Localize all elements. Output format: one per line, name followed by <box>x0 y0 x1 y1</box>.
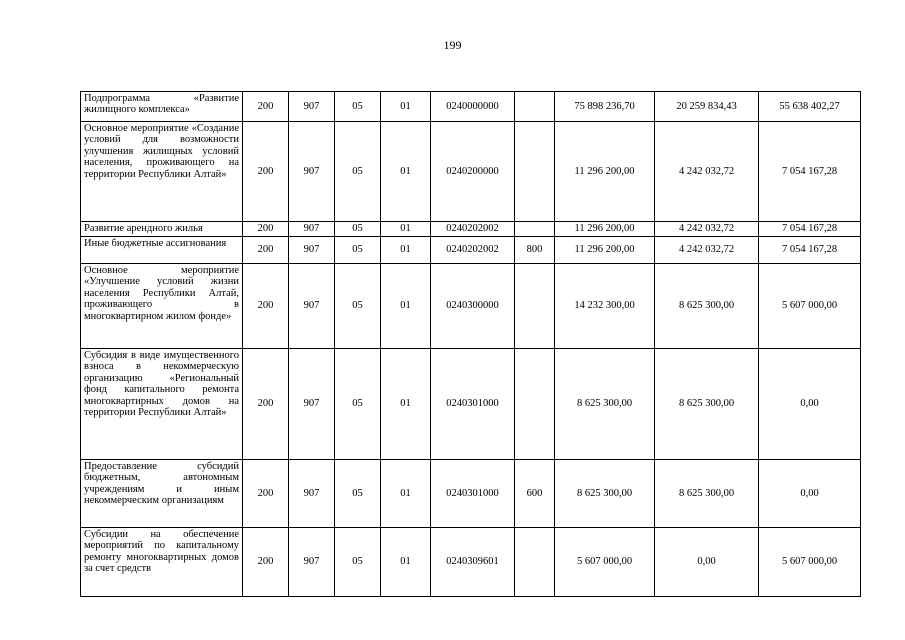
cell-code-1: 200 <box>243 460 289 528</box>
cell-code-3: 05 <box>335 264 381 349</box>
cell-code-6 <box>515 528 555 597</box>
row-name: Развитие арендного жилья <box>81 222 243 237</box>
row-name: Основное мероприятие «Создание условий для возможности улучшения жилищных условий населения, проживающего на территории Республики Алтай» <box>81 122 243 222</box>
cell-code-1: 200 <box>243 92 289 122</box>
cell-code-4: 01 <box>381 460 431 528</box>
cell-code-1: 200 <box>243 528 289 597</box>
table-row <box>81 264 861 349</box>
cell-code-2: 907 <box>289 349 335 460</box>
cell-code-1: 200 <box>243 237 289 264</box>
cell-value-3: 0,00 <box>759 460 861 528</box>
cell-value-3: 55 638 402,27 <box>759 92 861 122</box>
cell-code-1: 200 <box>243 222 289 237</box>
cell-code-6: 600 <box>515 460 555 528</box>
table-row <box>81 92 861 122</box>
row-name: Основное мероприятие «Улучшение условий жизни населения Республики Алтай, проживающего в многоквартирном жилом фонде» <box>81 264 243 349</box>
cell-value-2: 8 625 300,00 <box>655 349 759 460</box>
cell-code-2: 907 <box>289 92 335 122</box>
cell-value-1: 11 296 200,00 <box>555 237 655 264</box>
budget-table <box>80 91 861 597</box>
cell-code-5: 0240300000 <box>431 264 515 349</box>
table-row <box>81 528 861 597</box>
cell-code-2: 907 <box>289 222 335 237</box>
cell-value-3: 7 054 167,28 <box>759 237 861 264</box>
cell-code-5: 0240301000 <box>431 460 515 528</box>
cell-value-3: 7 054 167,28 <box>759 122 861 222</box>
cell-value-2: 4 242 032,72 <box>655 237 759 264</box>
cell-code-4: 01 <box>381 264 431 349</box>
cell-code-5: 0240202002 <box>431 222 515 237</box>
cell-code-5: 0240000000 <box>431 92 515 122</box>
cell-code-2: 907 <box>289 122 335 222</box>
cell-code-4: 01 <box>381 237 431 264</box>
cell-code-5: 0240309601 <box>431 528 515 597</box>
cell-code-5: 0240200000 <box>431 122 515 222</box>
cell-value-3: 5 607 000,00 <box>759 264 861 349</box>
cell-code-3: 05 <box>335 92 381 122</box>
cell-code-5: 0240301000 <box>431 349 515 460</box>
cell-code-6 <box>515 222 555 237</box>
cell-value-3: 0,00 <box>759 349 861 460</box>
cell-code-2: 907 <box>289 237 335 264</box>
cell-code-6 <box>515 122 555 222</box>
cell-code-4: 01 <box>381 528 431 597</box>
cell-value-3: 5 607 000,00 <box>759 528 861 597</box>
cell-code-2: 907 <box>289 460 335 528</box>
cell-code-1: 200 <box>243 349 289 460</box>
page-number: 199 <box>443 38 462 52</box>
cell-value-2: 20 259 834,43 <box>655 92 759 122</box>
cell-value-1: 14 232 300,00 <box>555 264 655 349</box>
cell-code-3: 05 <box>335 528 381 597</box>
row-name: Субсидия в виде имущественного взноса в некоммерческую организацию «Региональный фонд капитального ремонта многоквартирных домов на территории Республики Алтай» <box>81 349 243 460</box>
cell-code-6 <box>515 264 555 349</box>
cell-value-1: 11 296 200,00 <box>555 122 655 222</box>
cell-code-3: 05 <box>335 222 381 237</box>
table-row <box>81 349 861 460</box>
cell-value-1: 8 625 300,00 <box>555 349 655 460</box>
cell-value-2: 0,00 <box>655 528 759 597</box>
cell-value-1: 5 607 000,00 <box>555 528 655 597</box>
cell-code-4: 01 <box>381 222 431 237</box>
cell-code-2: 907 <box>289 528 335 597</box>
cell-code-4: 01 <box>381 349 431 460</box>
cell-code-4: 01 <box>381 92 431 122</box>
cell-value-1: 8 625 300,00 <box>555 460 655 528</box>
row-name: Предоставление субсидий бюджетным, автономным учреждениям и иным некоммерческим организациям <box>81 460 243 528</box>
cell-code-6 <box>515 349 555 460</box>
row-name: Подпрограмма «Развитие жилищного комплекса» <box>81 92 243 122</box>
cell-code-1: 200 <box>243 122 289 222</box>
table-row <box>81 237 861 264</box>
table-row <box>81 460 861 528</box>
cell-code-5: 0240202002 <box>431 237 515 264</box>
cell-value-2: 8 625 300,00 <box>655 264 759 349</box>
cell-code-6: 800 <box>515 237 555 264</box>
cell-code-2: 907 <box>289 264 335 349</box>
table-row <box>81 222 861 237</box>
row-name: Иные бюджетные ассигнования <box>81 237 243 264</box>
cell-code-3: 05 <box>335 237 381 264</box>
cell-code-3: 05 <box>335 460 381 528</box>
cell-value-2: 8 625 300,00 <box>655 460 759 528</box>
cell-code-3: 05 <box>335 122 381 222</box>
cell-value-1: 11 296 200,00 <box>555 222 655 237</box>
cell-value-2: 4 242 032,72 <box>655 222 759 237</box>
table-row <box>81 122 861 222</box>
cell-value-3: 7 054 167,28 <box>759 222 861 237</box>
cell-code-4: 01 <box>381 122 431 222</box>
cell-code-1: 200 <box>243 264 289 349</box>
row-name: Субсидии на обеспечение мероприятий по капитальному ремонту многоквартирных домов за счет средств <box>81 528 243 597</box>
cell-value-1: 75 898 236,70 <box>555 92 655 122</box>
cell-code-3: 05 <box>335 349 381 460</box>
cell-code-6 <box>515 92 555 122</box>
cell-value-2: 4 242 032,72 <box>655 122 759 222</box>
